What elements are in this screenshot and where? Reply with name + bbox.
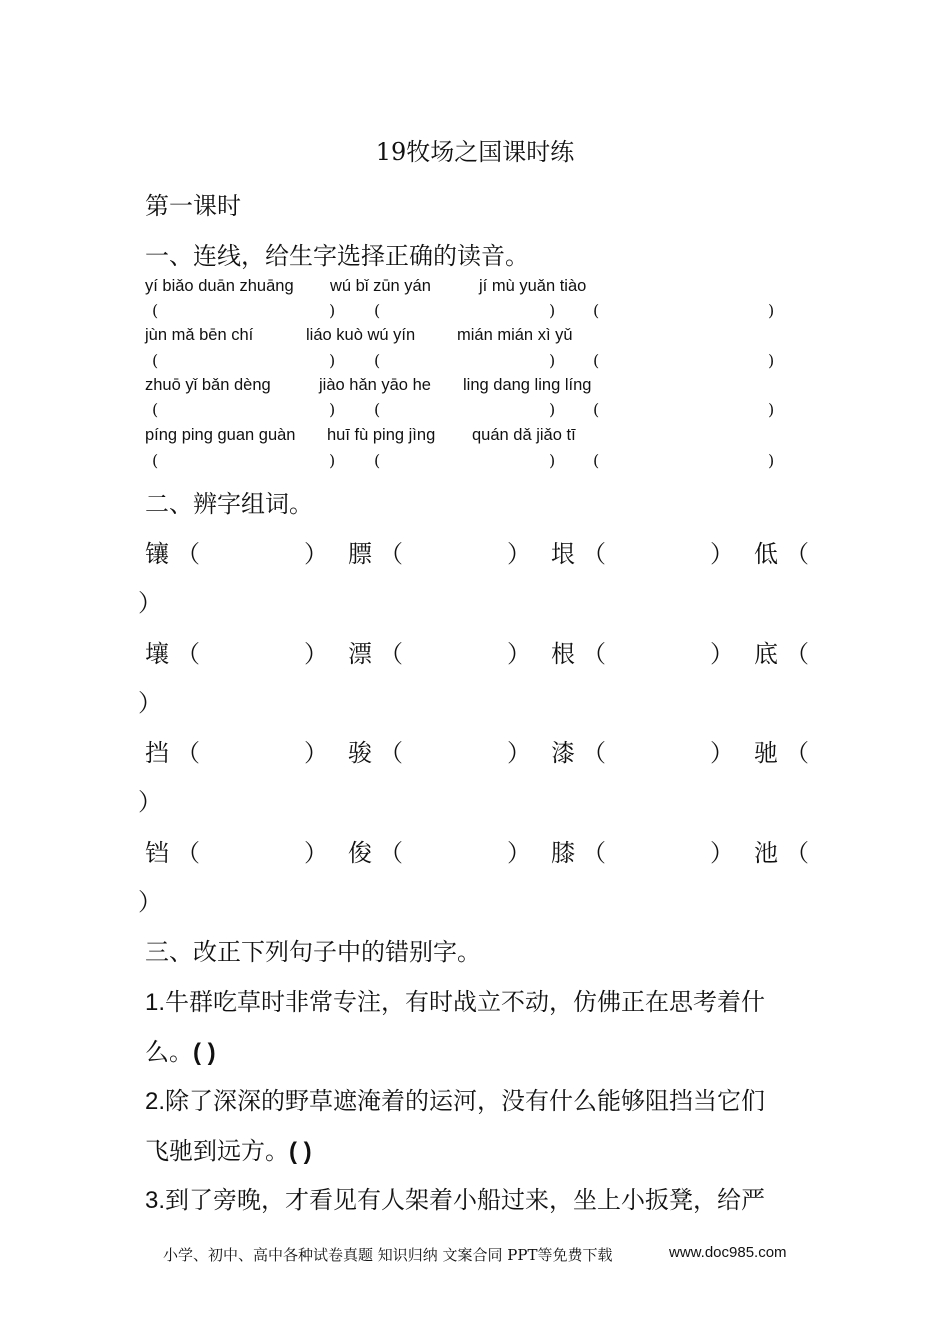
answer-paren-close: ) — [329, 301, 336, 320]
pinyin-item: yí biǎo duān zhuāng — [145, 277, 294, 295]
answer-paren-close: ） — [304, 739, 328, 767]
answer-paren-open: （ — [582, 640, 606, 668]
answer-paren-close: ） — [138, 689, 162, 717]
answer-paren-close: ) — [549, 301, 556, 320]
answer-paren-open: （ — [379, 540, 403, 568]
char-item: 垠 — [551, 540, 575, 568]
pinyin-item: liáo kuò wú yín — [306, 326, 416, 344]
char-item: 挡 — [145, 739, 169, 767]
char-item: 镶 — [145, 540, 169, 568]
sentence-text: 牛群吃草时非常专注，有时战立不动，仿佛正在思考着什 — [165, 988, 766, 1016]
answer-paren-open: ( — [593, 301, 600, 320]
char-item: 铛 — [145, 839, 169, 867]
char-item: 池 — [754, 839, 778, 867]
sentence-number: 2. — [145, 1088, 166, 1115]
pinyin-item: zhuō yǐ bǎn dèng — [145, 376, 271, 394]
char-item: 底 — [754, 640, 778, 668]
answer-paren-close: ) — [329, 451, 336, 470]
sentence-text: 么。 — [145, 1038, 193, 1066]
answer-paren-close: ） — [138, 589, 162, 617]
answer-paren-close: ） — [304, 540, 328, 568]
answer-paren-open: （ — [176, 739, 200, 767]
answer-paren-open: （ — [785, 640, 809, 668]
answer-paren-open: ( — [374, 301, 381, 320]
answer-paren-close: ） — [710, 839, 734, 867]
answer-paren-close: ） — [710, 739, 734, 767]
answer-paren-close: ) — [768, 400, 775, 419]
sentence-1 — [145, 982, 765, 1017]
answer-paren-close: ） — [710, 640, 734, 668]
answer-paren-open: （ — [379, 640, 403, 668]
answer-paren-open: （ — [785, 540, 809, 568]
answer-paren-close: ) — [549, 451, 556, 470]
pinyin-item: píng ping guan guàn — [145, 426, 296, 444]
pinyin-item: ling dang ling líng — [463, 376, 592, 394]
lesson-label: 第一课时 — [145, 192, 241, 220]
pinyin-item: jí mù yuǎn tiào — [479, 277, 587, 295]
answer-paren-close: ） — [507, 540, 531, 568]
answer-paren-close: ) — [549, 351, 556, 370]
char-item: 膝 — [551, 839, 575, 867]
char-item: 漆 — [551, 739, 575, 767]
answer-paren-close: ) — [329, 400, 336, 419]
answer-paren-open: （ — [379, 739, 403, 767]
footer-url[interactable]: www.doc985.com — [669, 1244, 787, 1261]
char-item: 膘 — [348, 540, 372, 568]
answer-paren-open: （ — [582, 540, 606, 568]
answer-paren-open: ( — [593, 400, 600, 419]
answer-paren-open: ( — [152, 351, 159, 370]
sentence-number: 3. — [145, 1187, 166, 1214]
pinyin-item: wú bǐ zūn yán — [330, 277, 431, 295]
answer-paren-close: ) — [329, 351, 336, 370]
answer-paren-open: ( — [374, 351, 381, 370]
answer-blank: ( ) — [289, 1138, 312, 1165]
answer-paren-open: ( — [593, 351, 600, 370]
answer-paren-close: ) — [768, 451, 775, 470]
answer-paren-open: （ — [582, 739, 606, 767]
answer-paren-close: ） — [138, 888, 162, 916]
answer-paren-open: ( — [374, 400, 381, 419]
char-item: 俊 — [348, 839, 372, 867]
answer-paren-open: ( — [374, 451, 381, 470]
answer-paren-open: ( — [152, 451, 159, 470]
answer-paren-close: ） — [138, 788, 162, 816]
char-item: 骏 — [348, 739, 372, 767]
char-item: 低 — [754, 540, 778, 568]
answer-paren-open: ( — [152, 301, 159, 320]
sentence-1-cont — [145, 1032, 216, 1067]
footer-text: 小学、初中、高中各种试卷真题 知识归纳 文案合同 PPT等免费下载 — [163, 1246, 613, 1264]
sentence-text: 到了旁晚，才看见有人架着小船过来，坐上小扳凳，给严 — [165, 1186, 766, 1214]
answer-paren-close: ） — [710, 540, 734, 568]
answer-paren-open: ( — [152, 400, 159, 419]
answer-blank: ( ) — [193, 1039, 216, 1066]
page-title: 19牧场之国课时练 — [375, 138, 575, 166]
pinyin-item: jùn mǎ bēn chí — [145, 326, 254, 344]
answer-paren-open: （ — [176, 839, 200, 867]
section1-heading: 一、连线，给生字选择正确的读音。 — [145, 242, 529, 270]
char-item: 漂 — [348, 640, 372, 668]
char-item: 根 — [551, 640, 575, 668]
answer-paren-open: （ — [379, 839, 403, 867]
pinyin-item: jiào hǎn yāo he — [319, 376, 431, 394]
sentence-number: 1. — [145, 989, 166, 1016]
sentence-3 — [145, 1180, 765, 1215]
answer-paren-close: ） — [507, 839, 531, 867]
answer-paren-close: ） — [304, 839, 328, 867]
sentence-text: 飞驰到远方。 — [145, 1137, 289, 1165]
pinyin-item: quán dǎ jiǎo tī — [472, 426, 576, 444]
answer-paren-close: ) — [768, 301, 775, 320]
answer-paren-open: （ — [785, 739, 809, 767]
pinyin-item: huī fù ping jìng — [327, 426, 436, 444]
char-item: 驰 — [754, 739, 778, 767]
answer-paren-close: ） — [507, 739, 531, 767]
char-item: 壤 — [145, 640, 169, 668]
sentence-2 — [145, 1081, 765, 1116]
answer-paren-close: ） — [304, 640, 328, 668]
answer-paren-open: ( — [593, 451, 600, 470]
answer-paren-close: ) — [549, 400, 556, 419]
answer-paren-close: ) — [768, 351, 775, 370]
pinyin-item: mián mián xì yǔ — [457, 326, 573, 344]
answer-paren-open: （ — [176, 540, 200, 568]
answer-paren-open: （ — [582, 839, 606, 867]
answer-paren-open: （ — [176, 640, 200, 668]
section3-heading: 三、改正下列句子中的错别字。 — [145, 938, 481, 966]
answer-paren-open: （ — [785, 839, 809, 867]
answer-paren-close: ） — [507, 640, 531, 668]
section2-heading: 二、辨字组词。 — [145, 490, 313, 518]
sentence-2-cont — [145, 1131, 312, 1166]
sentence-text: 除了深深的野草遮淹着的运河，没有什么能够阻挡当它们 — [165, 1087, 766, 1115]
